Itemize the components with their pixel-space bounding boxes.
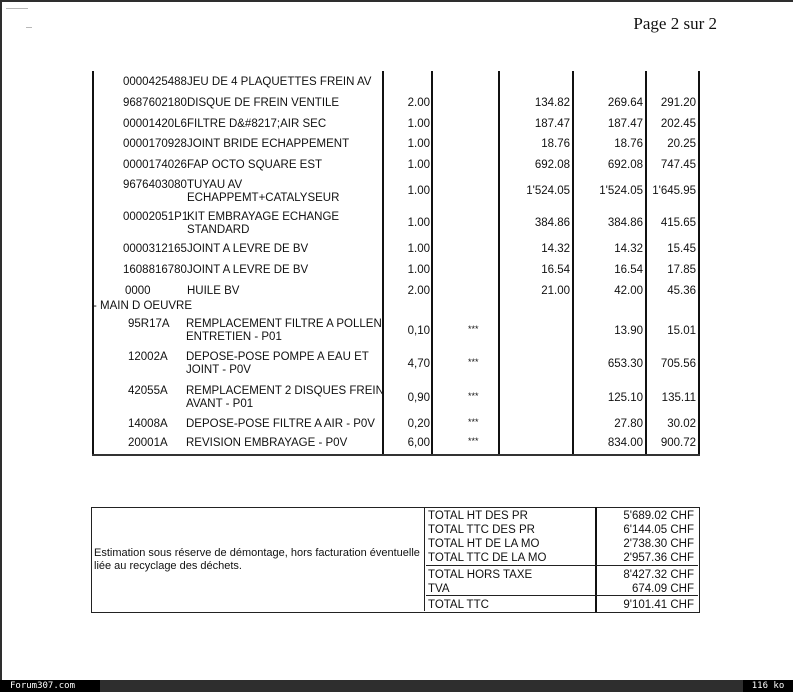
line-total: 834.00 xyxy=(607,437,643,449)
hours: 0,20 xyxy=(407,418,430,430)
total-row xyxy=(2,582,793,596)
hours: 6,00 xyxy=(407,437,430,449)
table-row xyxy=(2,437,793,451)
part-description: FILTRE D&#8217;AIR SEC xyxy=(187,118,327,130)
labour-description: JOINT - P0V xyxy=(186,364,251,376)
part-reference: 0000425488 xyxy=(123,76,187,88)
unit-price: 692.08 xyxy=(534,159,570,171)
line-total: 384.86 xyxy=(607,217,643,229)
quantity: 1.00 xyxy=(407,264,430,276)
labour-code: 14008A xyxy=(128,418,168,430)
labour-description: REMPLACEMENT FILTRE A POLLEN xyxy=(186,318,382,330)
table-row xyxy=(2,418,793,432)
part-description: JOINT BRIDE ECHAPPEMENT xyxy=(187,138,350,150)
total-label: TOTAL HORS TAXE xyxy=(428,569,533,581)
part-description: DISQUE DE FREIN VENTILE xyxy=(187,97,340,109)
part-description: STANDARD xyxy=(187,224,250,236)
line-total-ttc: 30.02 xyxy=(667,418,696,430)
line-total: 42.00 xyxy=(614,285,643,297)
total-label: TOTAL HT DES PR xyxy=(428,510,528,522)
unit-price: 1'524.05 xyxy=(526,185,570,197)
site-label: Forum307.com xyxy=(0,680,100,692)
quantity: 1.00 xyxy=(407,243,430,255)
table-row xyxy=(2,243,793,257)
part-description: JOINT A LEVRE DE BV xyxy=(187,264,309,276)
line-total-ttc: 291.20 xyxy=(660,97,696,109)
quantity: 1.00 xyxy=(407,217,430,229)
line-total: 692.08 xyxy=(607,159,643,171)
line-total-ttc: 900.72 xyxy=(660,437,696,449)
scan-artifact xyxy=(26,27,32,28)
line-total-ttc: 202.45 xyxy=(660,118,696,130)
line-total: 16.54 xyxy=(614,264,643,276)
line-total: 125.10 xyxy=(607,392,643,404)
line-total-ttc: 747.45 xyxy=(660,159,696,171)
total-value: 674.09 CHF xyxy=(631,583,694,595)
hours: 0,10 xyxy=(407,325,430,337)
total-row xyxy=(2,509,793,523)
scan-artifact xyxy=(6,8,28,9)
line-total: 18.76 xyxy=(614,138,643,150)
unit-price: 16.54 xyxy=(541,264,570,276)
total-row xyxy=(2,598,793,612)
labour-description: DEPOSE-POSE POMPE A EAU ET xyxy=(186,351,369,363)
line-total: 13.90 xyxy=(614,325,643,337)
part-reference: 0000312165 xyxy=(123,243,187,255)
line-total-ttc: 415.65 xyxy=(660,217,696,229)
unit-price: 21.00 xyxy=(541,285,570,297)
table-row xyxy=(2,138,793,152)
line-total: 14.32 xyxy=(614,243,643,255)
quantity: 2.00 xyxy=(407,285,430,297)
quantity: 1.00 xyxy=(407,159,430,171)
labour-description: DEPOSE-POSE FILTRE A AIR - P0V xyxy=(186,418,375,430)
total-label: TOTAL TTC DE LA MO xyxy=(428,552,547,564)
unit-price: 187.47 xyxy=(534,118,570,130)
table-row xyxy=(2,285,793,299)
line-total-ttc: 1'645.95 xyxy=(652,185,696,197)
part-reference: 1608816780 xyxy=(123,264,187,276)
part-description: HUILE BV xyxy=(187,285,240,297)
line-total-ttc: 705.56 xyxy=(660,358,696,370)
table-row xyxy=(2,264,793,278)
total-value: 2'957.36 CHF xyxy=(623,552,694,564)
section-label: - MAIN D OEUVRE xyxy=(93,300,193,312)
total-row xyxy=(2,523,793,537)
quantity: 2.00 xyxy=(407,97,430,109)
labour-code: 12002A xyxy=(128,351,168,363)
labour-description: AVANT - P01 xyxy=(186,398,254,410)
table-row xyxy=(2,351,793,379)
total-row xyxy=(2,537,793,551)
part-description: TUYAU AV xyxy=(187,179,243,191)
rate-masked: *** xyxy=(468,391,479,401)
part-description: JOINT A LEVRE DE BV xyxy=(187,243,309,255)
total-label: TOTAL TTC DES PR xyxy=(428,524,535,536)
hours: 0,90 xyxy=(407,392,430,404)
estimation-note: Estimation sous réserve de démontage, hors facturation éventuelle liée au recyclage des déchets. xyxy=(94,547,420,572)
part-reference: 9676403080 xyxy=(123,179,187,191)
part-reference: 00002051P1 xyxy=(123,211,189,223)
total-value: 2'738.30 CHF xyxy=(623,538,694,550)
part-description: ECHAPPEMT+CATALYSEUR xyxy=(187,192,340,204)
table-row xyxy=(2,159,793,173)
line-total-ttc: 15.01 xyxy=(667,325,696,337)
total-label: TOTAL TTC xyxy=(428,599,489,611)
rate-masked: *** xyxy=(468,436,479,446)
part-reference: 9687602180 xyxy=(123,97,187,109)
line-total: 269.64 xyxy=(607,97,643,109)
document-page xyxy=(2,2,793,680)
part-reference: 0000170928 xyxy=(123,138,187,150)
page-number: Page 2 sur 2 xyxy=(633,14,717,33)
labour-description: ENTRETIEN - P01 xyxy=(186,331,282,343)
labour-description: REMPLACEMENT 2 DISQUES FREIN xyxy=(186,385,384,397)
file-size-label: 116 ko xyxy=(743,680,793,692)
line-total-ttc: 20.25 xyxy=(667,138,696,150)
labour-code: 20001A xyxy=(128,437,168,449)
total-value: 9'101.41 CHF xyxy=(623,599,694,611)
rate-masked: *** xyxy=(468,417,479,427)
table-row xyxy=(2,385,793,413)
hours: 4,70 xyxy=(407,358,430,370)
line-total-ttc: 15.45 xyxy=(667,243,696,255)
rate-masked: *** xyxy=(468,324,479,334)
table-row xyxy=(2,97,793,111)
total-label: TVA xyxy=(428,583,450,595)
quantity: 1.00 xyxy=(407,138,430,150)
table-row xyxy=(2,76,793,90)
table-row xyxy=(2,211,793,239)
rate-masked: *** xyxy=(468,357,479,367)
labour-code: 42055A xyxy=(128,385,168,397)
line-total-ttc: 135.11 xyxy=(661,392,696,404)
table-bottom-line xyxy=(92,454,700,456)
total-value: 8'427.32 CHF xyxy=(623,569,694,581)
quantity: 1.00 xyxy=(407,118,430,130)
part-description: FAP OCTO SQUARE EST xyxy=(187,159,323,171)
quantity: 1.00 xyxy=(407,185,430,197)
part-reference: 00001420L6 xyxy=(123,118,187,130)
part-description: KIT EMBRAYAGE ECHANGE xyxy=(187,211,340,223)
labour-description: REVISION EMBRAYAGE - P0V xyxy=(186,437,348,449)
line-total-ttc: 45.36 xyxy=(667,285,696,297)
labour-code: 95R17A xyxy=(128,318,170,330)
total-label: TOTAL HT DE LA MO xyxy=(428,538,540,550)
part-reference: 0000 xyxy=(125,285,151,297)
part-description: JEU DE 4 PLAQUETTES FREIN AV xyxy=(187,76,372,88)
unit-price: 14.32 xyxy=(541,243,570,255)
line-total: 187.47 xyxy=(607,118,643,130)
totals-separator xyxy=(426,565,698,566)
table-row xyxy=(2,318,793,346)
unit-price: 18.76 xyxy=(541,138,570,150)
unit-price: 384.86 xyxy=(534,217,570,229)
table-row xyxy=(2,179,793,207)
line-total: 653.30 xyxy=(607,358,643,370)
part-reference: 0000174026 xyxy=(123,159,187,171)
line-total-ttc: 17.85 xyxy=(667,264,696,276)
line-total: 1'524.05 xyxy=(599,185,643,197)
total-row xyxy=(2,568,793,582)
total-value: 6'144.05 CHF xyxy=(623,524,694,536)
total-value: 5'689.02 CHF xyxy=(623,510,694,522)
total-row xyxy=(2,551,793,565)
unit-price: 134.82 xyxy=(534,97,570,109)
table-row xyxy=(2,118,793,132)
line-total: 27.80 xyxy=(614,418,643,430)
